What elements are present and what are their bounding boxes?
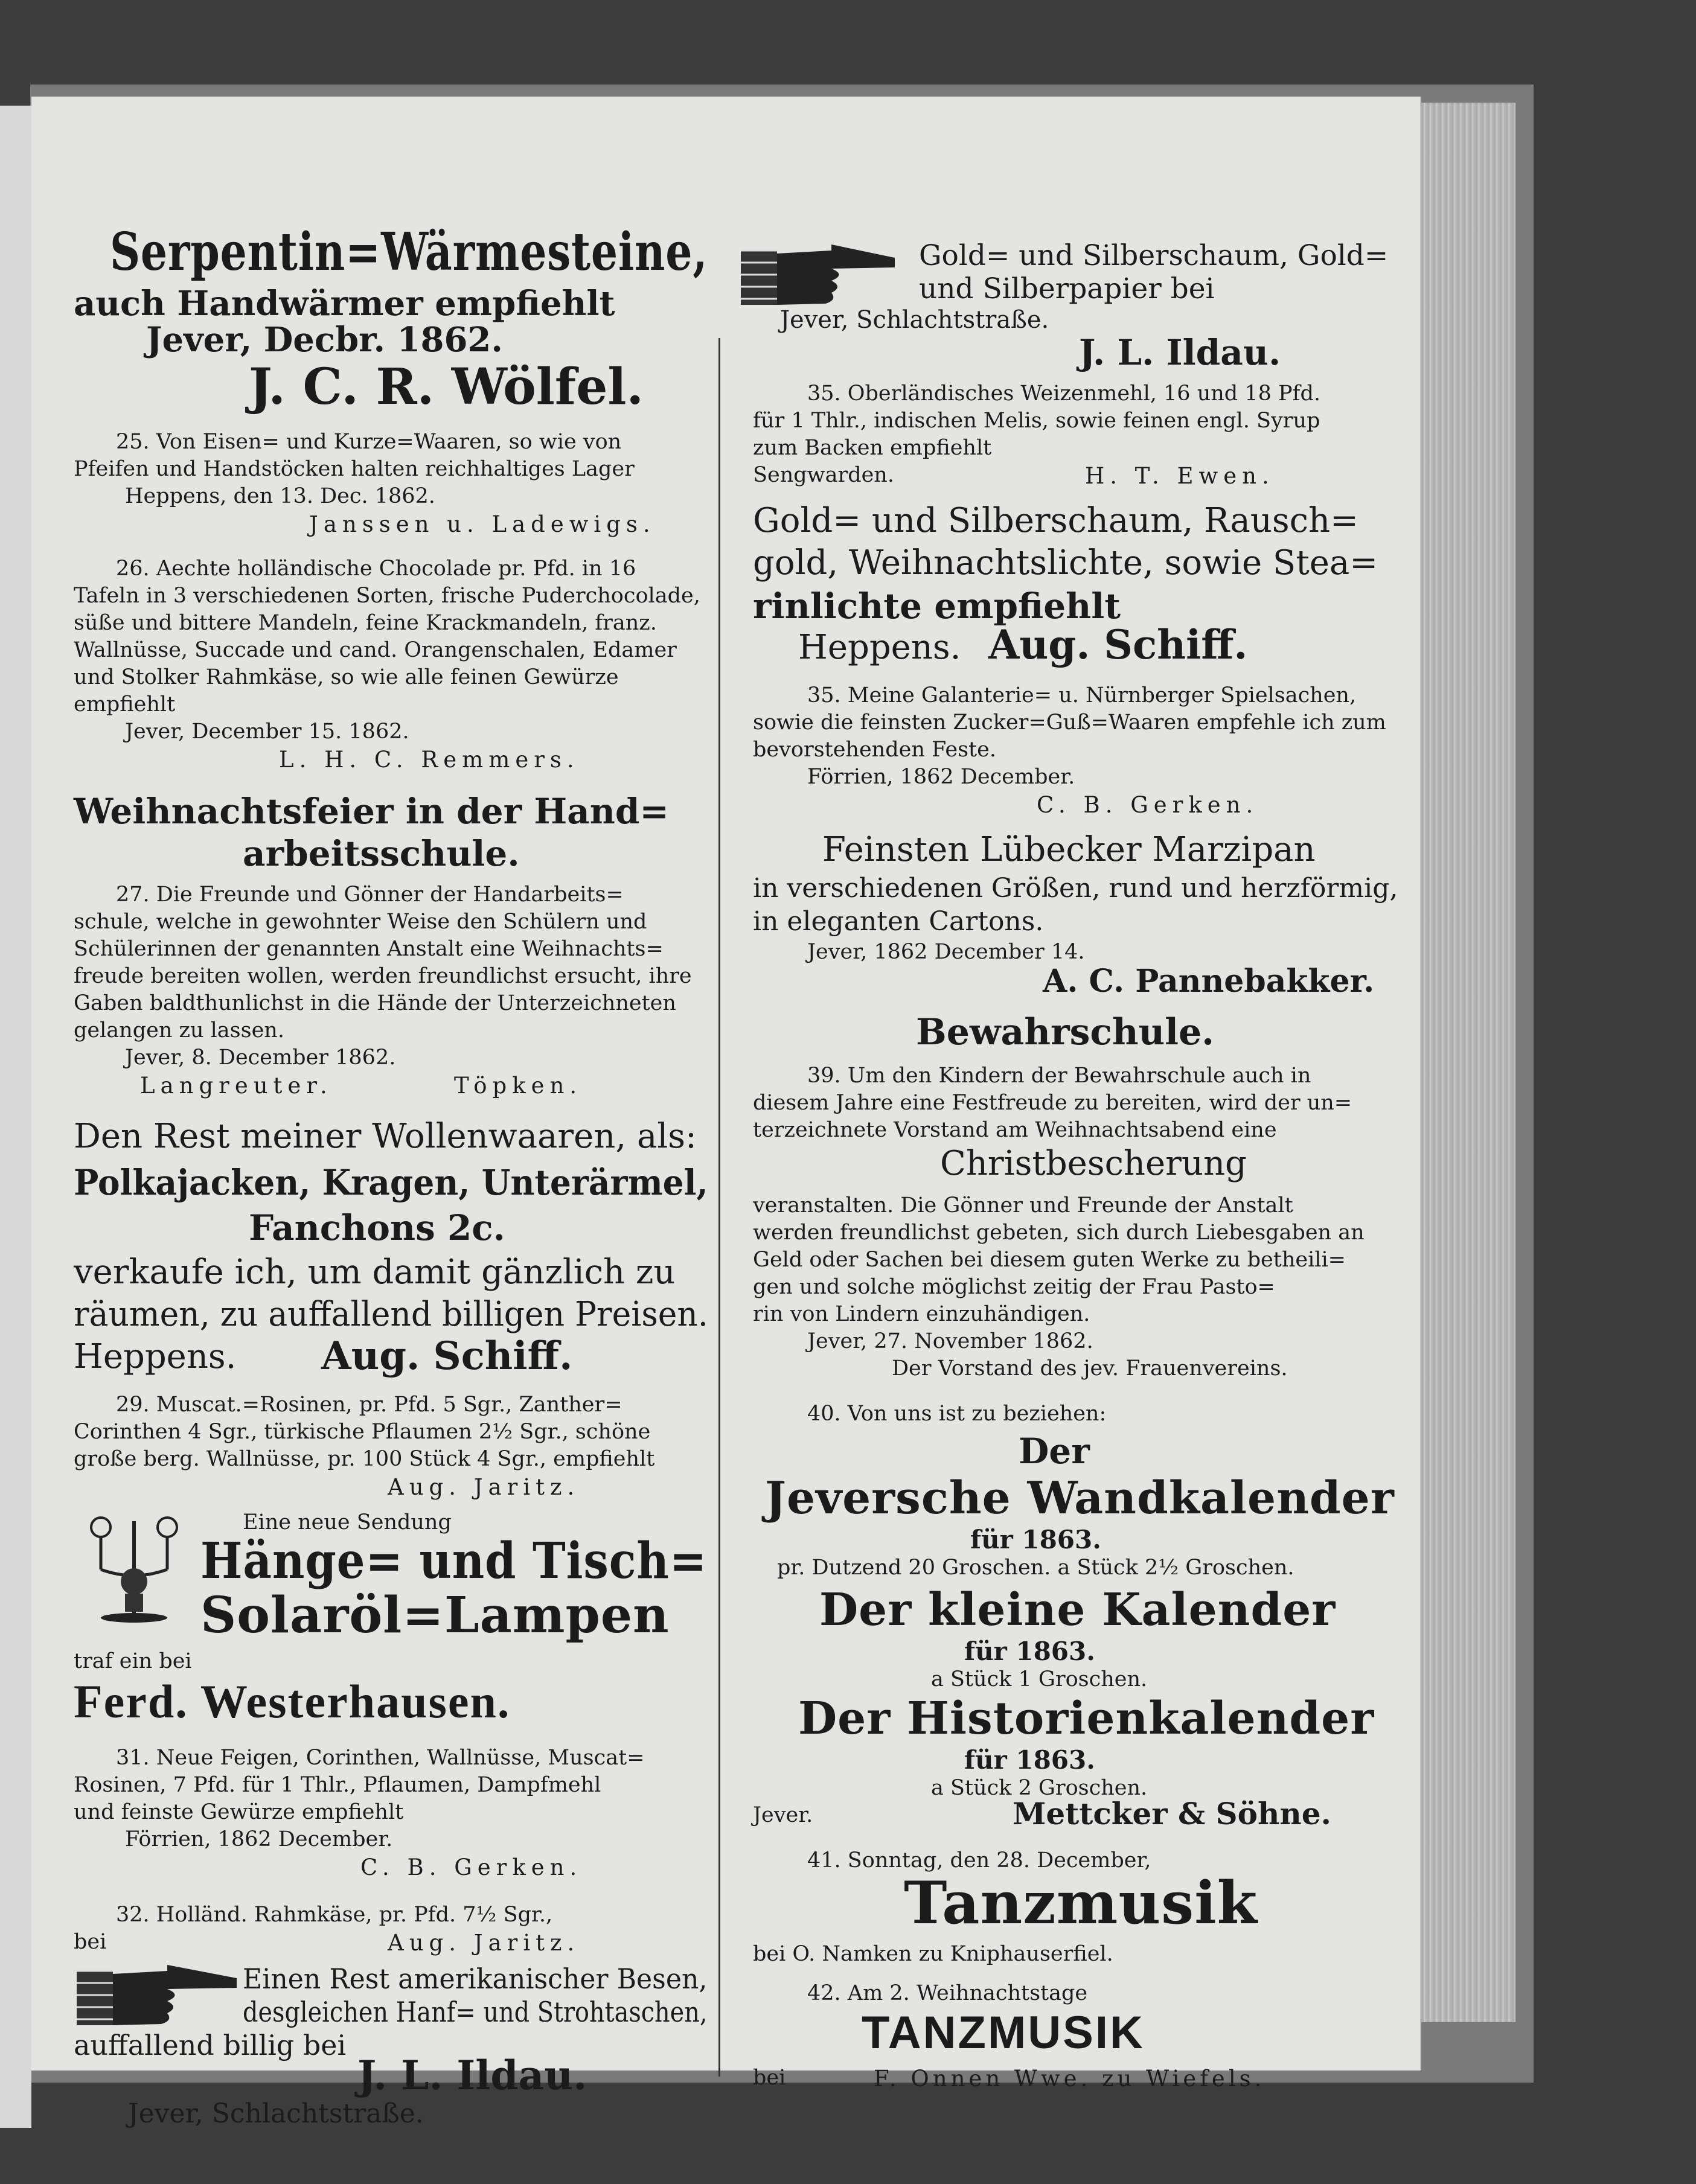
ad-31-signature: C. B. Gerken. [360, 1854, 583, 1880]
marzipan-signature: A. C. Pannebakker. [1043, 963, 1375, 1000]
ad-26-signature: L. H. C. Remmers. [279, 747, 580, 773]
tanzmusik-bei: bei [753, 2066, 786, 2090]
kalender-fuer: für 1863. [970, 1525, 1101, 1554]
ad-39-line: gen und solche möglichst zeitig der Frau Pasto= [753, 1275, 1275, 1299]
serpentin-place: Jever, Decbr. 1862. [146, 320, 503, 360]
kalender-jeversche-title: Jeversche Wandkalender [765, 1472, 1395, 1524]
ad-39-line: terzeichnete Vorstand am Weihnachtsabend eine [753, 1118, 1277, 1142]
gold-line: Gold= und Silberschaum, Gold= [919, 239, 1389, 272]
kalender-price: a Stück 1 Groschen. [931, 1667, 1148, 1691]
lampen-intro: Eine neue Sendung [243, 1510, 452, 1534]
ad-26-line: Tafeln in 3 verschiedenen Sorten, frische Puderchocolade, [74, 584, 700, 608]
kalender-der: Der [1019, 1431, 1090, 1472]
pointing-hand-icon [741, 232, 898, 311]
besen-place: Jever, Schlachtstraße. [128, 2098, 424, 2129]
kalender-fuer: für 1863. [964, 1636, 1095, 1666]
gold-signature: J. L. Ildau. [1079, 332, 1281, 373]
ad-27-line: schule, welche in gewohnter Weise den Schülern und [74, 910, 647, 934]
besen-line: desgleichen Hanf= und Strohtaschen, [243, 1996, 708, 2028]
christbescherung: Christbescherung [940, 1144, 1247, 1183]
ad-27-line: Jever, 8. December 1862. [125, 1046, 396, 1070]
lampen-text: traf ein bei [74, 1649, 192, 1673]
ad-29-line: große berg. Wallnüsse, pr. 100 Stück 4 Sgr., empfiehlt [74, 1447, 655, 1471]
ad-35b-line: 35. Meine Galanterie= u. Nürnberger Spielsachen, [807, 683, 1357, 707]
ad-35b-line: bevorstehenden Feste. [753, 738, 996, 762]
ad-39-line: veranstalten. Die Gönner und Freunde der Anstalt [753, 1193, 1293, 1218]
ad-39-line: rin von Lindern einzuhändigen. [753, 1302, 1090, 1326]
besen-line: Einen Rest amerikanischer Besen, [243, 1962, 708, 1995]
previous-page-edge [0, 106, 31, 2128]
marzipan-title: Feinsten Lübecker Marzipan [822, 830, 1316, 869]
gold-line: und Silberpapier bei [919, 272, 1215, 305]
serpentin-signature: J. C. R. Wölfel. [249, 358, 644, 416]
ad-32-signature: Aug. Jaritz. [388, 1930, 580, 1956]
kalender-price: pr. Dutzend 20 Groschen. a Stück 2½ Groschen. [777, 1556, 1294, 1580]
ad-25-line: Pfeifen und Handstöcken halten reichhaltiges Lager [74, 457, 635, 481]
ad-25-line: 25. Von Eisen= und Kurze=Waaren, so wie von [116, 430, 622, 454]
rausch-line: rinlichte empfiehlt [753, 586, 1121, 627]
weihnachtsfeier-title: Weihnachtsfeier in der Hand= [74, 791, 670, 832]
tanzmusik-caps-title: TANZMUSIK [862, 2007, 1145, 2058]
ad-29-signature: Aug. Jaritz. [388, 1474, 580, 1500]
ad-27-line: freude bereiten wollen, werden freundlichst ersucht, ihre [74, 964, 692, 988]
ad-26-line: und Stolker Rahmkäse, so wie alle feinen Gewürze [74, 665, 619, 689]
tanzmusik-title: Tanzmusik [904, 1869, 1258, 1937]
ad-27-line: Schülerinnen der genannten Anstalt eine Weihnachts= [74, 937, 664, 961]
ad-26-line: Wallnüsse, Succade und cand. Orangenschalen, Edamer [74, 638, 677, 662]
wolle-place: Heppens. [74, 1337, 237, 1376]
kalender-fuer: für 1863. [964, 1745, 1095, 1775]
oil-lamp-icon [77, 1503, 191, 1624]
ad-29-line: Corinthen 4 Sgr., türkische Pflaumen 2½ Sgr., schöne [74, 1420, 651, 1444]
ad-35b-line: sowie die feinsten Zucker=Guß=Waaren empfehle ich zum [753, 710, 1386, 735]
wolle-line: verkaufe ich, um damit gänzlich zu [74, 1253, 676, 1292]
rausch-line: Gold= und Silberschaum, Rausch= [753, 501, 1358, 540]
besen-signature: J. L. Ildau. [357, 2052, 587, 2099]
bewahrschule-title: Bewahrschule. [916, 1011, 1215, 1053]
ad-40-line: 40. Von uns ist zu beziehen: [807, 1402, 1107, 1426]
ad-27-line: 27. Die Freunde und Gönner der Handarbeits= [116, 883, 624, 907]
wolle-line: räumen, zu auffallend billigen Preisen. [74, 1295, 708, 1334]
wolle-line: Polkajacken, Kragen, Unterärmel, [74, 1162, 708, 1203]
rausch-place: Heppens. [798, 628, 961, 667]
kalender-place: Jever. [753, 1803, 813, 1827]
newspaper-page [31, 97, 1420, 2129]
ad-27-signature: Langreuter. [140, 1073, 333, 1099]
ad-35a-signature: H. T. Ewen. [1085, 463, 1275, 489]
wolle-signature: Aug. Schiff. [321, 1333, 573, 1379]
ad-31-line: Förrien, 1862 December. [125, 1827, 393, 1851]
ad-42-line: 42. Am 2. Weihnachtstage [807, 1981, 1088, 2005]
kalender-signature: Mettcker & Söhne. [1013, 1796, 1331, 1831]
ad-41-line: 41. Sonntag, den 28. December, [807, 1848, 1151, 1873]
ad-35a-line: für 1 Thlr., indischen Melis, sowie feinen engl. Syrup [753, 409, 1320, 433]
ad-32-bei: bei [74, 1930, 107, 1954]
ad-31-line: und feinste Gewürze empfiehlt [74, 1800, 404, 1824]
tanzmusik-signature: F. Onnen Wwe. zu Wiefels. [874, 2066, 1266, 2092]
ad-39-signature: Der Vorstand des jev. Frauenvereins. [892, 1356, 1288, 1381]
ad-35a-place: Sengwarden. [753, 463, 894, 487]
ad-26-line: Jever, December 15. 1862. [125, 720, 409, 744]
ad-35a-line: zum Backen empfiehlt [753, 436, 992, 460]
lampen-title: Hänge= und Tisch= [200, 1532, 708, 1590]
ad-39-line: Geld oder Sachen bei diesem guten Werke zu betheili= [753, 1248, 1346, 1272]
ad-39-line: 39. Um den Kindern der Bewahrschule auch in [807, 1064, 1311, 1088]
rausch-line: gold, Weihnachtslichte, sowie Stea= [753, 543, 1378, 583]
page-edges [1407, 103, 1515, 2022]
kalender-kleine-title: Der kleine Kalender [819, 1584, 1336, 1636]
lampen-signature: Ferd. Westerhausen. [74, 1675, 511, 1728]
kalender-historien-title: Der Historienkalender [798, 1693, 1375, 1745]
ad-26-line: empfiehlt [74, 692, 176, 717]
ad-27-line: Gaben baldthunlichst in die Hände der Unterzeichneten [74, 991, 676, 1015]
ad-26-line: 26. Aechte holländische Chocolade pr. Pfd. in 16 [116, 557, 636, 581]
ad-25-signature: Janssen u. Ladewigs. [309, 511, 656, 537]
lampen-title: Solaröl=Lampen [200, 1586, 670, 1644]
ad-25-line: Heppens, den 13. Dec. 1862. [125, 484, 435, 508]
ad-39-line: diesem Jahre eine Festfreude zu bereiten, wird der un= [753, 1091, 1352, 1115]
serpentin-title: Serpentin=Wärmesteine, [110, 222, 708, 283]
serpentin-subtitle: auch Handwärmer empfiehlt [74, 284, 615, 324]
wolle-line: Fanchons 2c. [249, 1207, 505, 1248]
ad-35b-signature: C. B. Gerken. [1037, 792, 1259, 818]
ad-29-line: 29. Muscat.=Rosinen, pr. Pfd. 5 Sgr., Zanther= [116, 1393, 622, 1417]
weihnachtsfeier-title: arbeitsschule. [243, 833, 520, 874]
ad-27-signature: Töpken. [454, 1073, 583, 1099]
wolle-line: Den Rest meiner Wollenwaaren, als: [74, 1117, 697, 1156]
ad-39-line: werden freundlichst gebeten, sich durch Liebesgaben an [753, 1221, 1365, 1245]
ad-27-line: gelangen zu lassen. [74, 1018, 284, 1043]
kalender-price: a Stück 2 Groschen. [931, 1776, 1148, 1800]
besen-line: auffallend billig bei [74, 2029, 347, 2061]
ad-35a-line: 35. Oberländisches Weizenmehl, 16 und 18 Pfd. [807, 382, 1321, 406]
tanzmusik-venue: bei O. Namken zu Kniphauserfiel. [753, 1942, 1113, 1966]
ad-26-line: süße und bittere Mandeln, feine Krackmandeln, franz. [74, 611, 657, 635]
pointing-hand-icon [77, 1953, 240, 2031]
ad-31-line: 31. Neue Feigen, Corinthen, Wallnüsse, Muscat= [116, 1746, 645, 1770]
marzipan-place: Jever, 1862 December 14. [807, 940, 1085, 964]
column-divider [718, 338, 720, 2077]
marzipan-line: in verschiedenen Größen, rund und herzförmig, [753, 873, 1398, 904]
rausch-signature: Aug. Schiff. [988, 621, 1248, 668]
ad-39-line: Jever, 27. November 1862. [807, 1329, 1093, 1353]
ad-32-line: 32. Holländ. Rahmkäse, pr. Pfd. 7½ Sgr., [116, 1903, 553, 1927]
gold-line: Jever, Schlachtstraße. [780, 306, 1049, 334]
ad-31-line: Rosinen, 7 Pfd. für 1 Thlr., Pflaumen, Dampfmehl [74, 1773, 601, 1797]
ad-35b-line: Förrien, 1862 December. [807, 765, 1075, 789]
marzipan-line: in eleganten Cartons. [753, 906, 1044, 937]
